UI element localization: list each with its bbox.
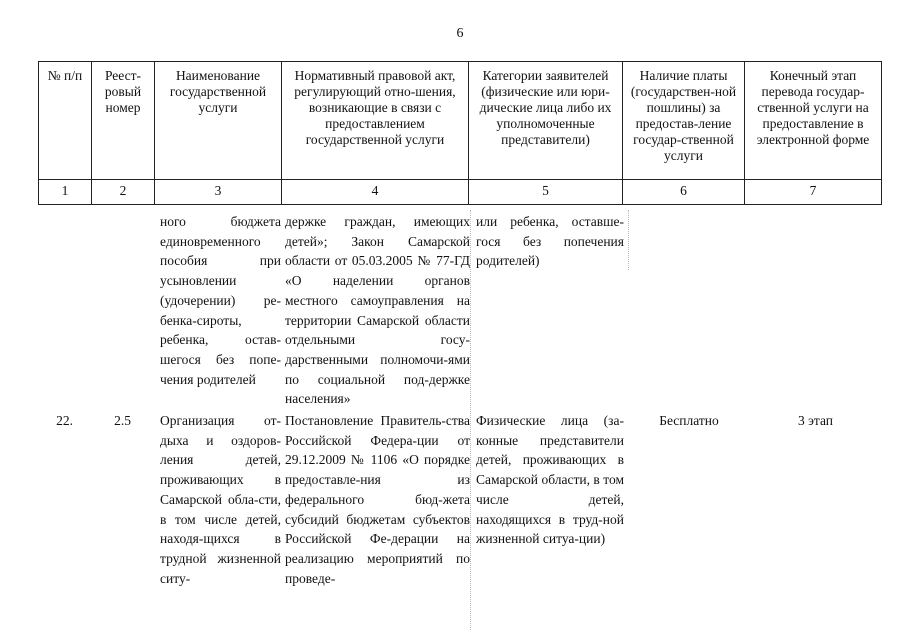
table-header xyxy=(38,61,882,205)
page-number: 6 xyxy=(456,26,464,41)
column-header-registry: Реест-ровый номер xyxy=(92,62,155,180)
column-header-applicants: Категории заявителей (физические или юри-дические лица либо их уполномоченные представители) xyxy=(469,62,623,180)
column-divider xyxy=(628,210,629,270)
row-22-legal-act-cell: Постановление Правитель-ства Российской Федера-ции от 29.12.2009 № 1106 «О порядке предоставле-ния из федерального бюд-жета субсидий бюджетам субъектов Российской Фе-дерации на реализацию мероприятий по проведе- xyxy=(285,413,470,586)
row-22-service-cell: Организация от-дыха и оздоров-ления детей, проживающих в Самарской обла-сти, в том числе детей, находя-щихся в трудной жизненной ситу- xyxy=(160,413,281,586)
row-22-stage-cell: 3 этап xyxy=(797,413,834,428)
column-divider xyxy=(470,210,471,630)
column-number-2: 2 xyxy=(92,180,155,205)
column-header-legal-act: Нормативный правовой акт, регулирующий отно-шения, возникающие в связи с предоставлением государственной услуги xyxy=(282,62,469,180)
column-number-3: 3 xyxy=(155,180,282,205)
column-number-5: 5 xyxy=(469,180,623,205)
column-header-service: Наименование государственной услуги xyxy=(155,62,282,180)
continuation-applicants-cell: или ребенка, оставше-гося без попечения родителей) xyxy=(476,214,624,269)
column-number-7: 7 xyxy=(745,180,882,205)
row-22-fee-cell: Бесплатно xyxy=(659,413,719,428)
column-number-6: 6 xyxy=(623,180,745,205)
column-header-stage: Конечный этап перевода государ-ственной услуги на предоставление в электронной форме xyxy=(745,62,882,180)
row-22-registry-number: 2.5 xyxy=(114,413,131,428)
row-22-applicants-cell: Физические лица (за-конные представители детей, проживающих в Самарской области, в том числе детей, находящихся в труд-ной жизненной ситуа-ции) xyxy=(476,413,624,547)
continuation-legal-act-cell: держке граждан, имеющих детей»; Закон Самарской области от 05.03.2005 № 77-ГД «О наделении органов местного самоуправления на территории Самарской области отдельными госу-дарственными полномочи-ями по социальной под-держке населения» xyxy=(285,214,470,407)
column-number-4: 4 xyxy=(282,180,469,205)
continuation-service-cell: ного бюджета единовременного пособия при усыновлении (удочерении) ре-бенка-сироты, ребенка, остав-шегося без попе-чения родителей xyxy=(160,214,281,387)
column-header-fee: Наличие платы (государствен-ной пошлины) за предостав-ление государ-ственной услуги xyxy=(623,62,745,180)
row-22-number: 22. xyxy=(56,413,73,428)
column-header-number: № п/п xyxy=(39,62,92,180)
column-number-1: 1 xyxy=(39,180,92,205)
